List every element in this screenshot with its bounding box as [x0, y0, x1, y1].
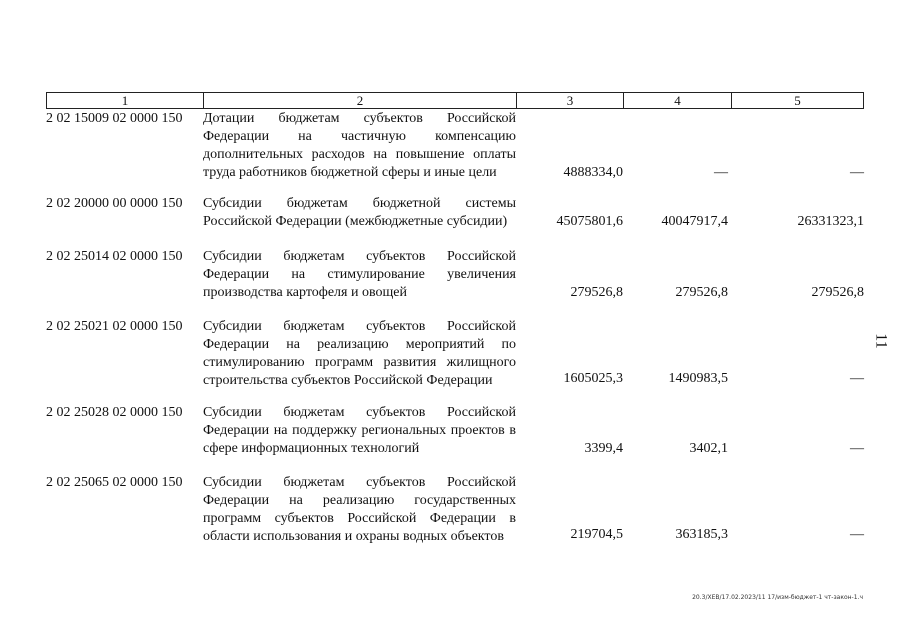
amount-col-4: 363185,3: [675, 527, 728, 542]
amount-col-5: —: [850, 441, 864, 456]
amount-col-3: 4888334,0: [563, 165, 623, 180]
income-name: Субсидии бюджетам субъектов Российской Федерации на стимулирование увеличения производства картофеля и овощей: [203, 249, 516, 300]
table-header: [46, 92, 864, 109]
amount-col-4: —: [714, 165, 728, 180]
amount-col-4: 3402,1: [689, 441, 728, 456]
budget-code: 2 02 25065 02 0000 150: [46, 475, 183, 490]
income-name: Дотации бюджетам субъектов Российской Федерации на частичную компенсацию дополнительных расходов на повышение оплаты труда работников бюджетной сферы и иные цели: [203, 111, 516, 180]
amount-col-4: 40047917,4: [661, 214, 728, 229]
budget-code: 2 02 25014 02 0000 150: [46, 249, 183, 264]
header-col-3: 3: [517, 93, 624, 108]
header-col-5: 5: [794, 93, 801, 108]
amount-col-3: 45075801,6: [556, 214, 623, 229]
amount-col-4: 279526,8: [675, 285, 728, 300]
income-name: Субсидии бюджетам субъектов Российской Федерации на реализацию мероприятий по стимулированию программ развития жилищного строительства субъектов Российской Федерации: [203, 319, 516, 388]
budget-code: 2 02 25028 02 0000 150: [46, 405, 183, 420]
budget-code: 2 02 25021 02 0000 150: [46, 319, 183, 334]
income-name: Субсидии бюджетам бюджетной системы Российской Федерации (межбюджетные субсидии): [203, 196, 516, 229]
page-number: 11: [872, 333, 890, 349]
amount-col-5: —: [850, 527, 864, 542]
income-name: Субсидии бюджетам субъектов Российской Федерации на поддержку региональных проектов в сфере информационных технологий: [203, 405, 516, 456]
amount-col-4: 1490983,5: [668, 371, 728, 386]
amount-col-3: 1605025,3: [563, 371, 623, 386]
amount-col-5: —: [850, 371, 864, 386]
budget-code: 2 02 15009 02 0000 150: [46, 111, 183, 126]
document-footer-stamp: 20.3/ХЕВ/17.02.2023/11 17/изм-бюджет-1 чт-закон-1.ч: [692, 594, 863, 601]
amount-col-5: —: [850, 165, 864, 180]
header-col-1: 1: [47, 93, 204, 108]
budget-code: 2 02 20000 00 0000 150: [46, 196, 183, 211]
amount-col-5: 26331323,1: [797, 214, 864, 229]
amount-col-3: 279526,8: [570, 285, 623, 300]
amount-col-3: 3399,4: [584, 441, 623, 456]
amount-col-5: 279526,8: [811, 285, 864, 300]
amount-col-3: 219704,5: [570, 527, 623, 542]
income-name: Субсидии бюджетам субъектов Российской Федерации на реализацию государственных программ субъектов Российской Федерации в области использования и охраны водных объектов: [203, 475, 516, 544]
header-col-2: 2: [204, 93, 517, 108]
header-col-4: 4: [624, 93, 732, 108]
